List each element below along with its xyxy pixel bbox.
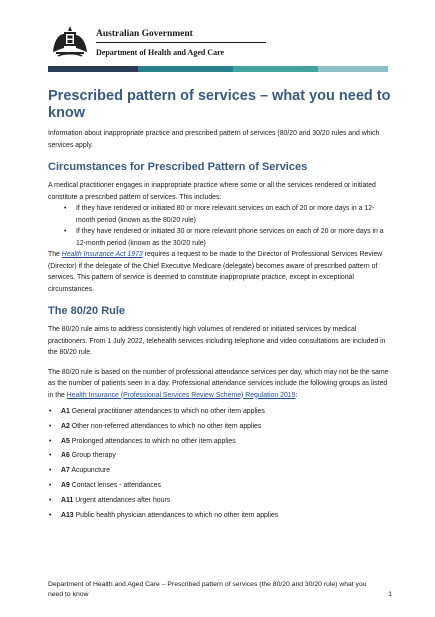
group-item [48,479,393,494]
act-paragraph-text: requires a request to be made to the Director of Professional Services Review (Director) if the delegate of the Chief Executive Medicare (delegate) becomes aware of prescribed pattern of services. This pattern of service is deemed to constitute inappropriate practice, except in exceptional circumstances. [48,251,383,293]
stripe-segment [318,66,388,72]
group-item [48,509,393,524]
government-name: Australian Government [96,29,193,39]
bullet-icon: • [49,437,52,445]
attendance-paragraph-text: The 80/20 rule is based on the number of professional attendance services per day, which may not be the same as the number of patients seen in a day. Professional attendance services include the following groups as listed in the [48,368,389,399]
stripe-segment [233,66,318,72]
section-heading-circumstances: Circumstances for Prescribed Pattern of Services [48,161,308,173]
bullet-icon: • [64,228,67,235]
group-code: A1 [61,408,70,415]
group-code: A2 [61,422,70,430]
group-code: A13 [61,511,74,519]
page-number: 1 [388,591,392,598]
coat-of-arms-logo [50,22,90,62]
group-description: Prolonged attendances to which no other item applies [71,437,236,445]
group-code: A7 [61,467,70,475]
circumstances-paragraph: A medical practitioner engages in inappropriate practice where some or all the services rendered or initiated constitute a prescribed pattern of services. This includes: [48,182,376,201]
group-code: A11 [61,496,74,504]
bullet-icon: • [49,452,52,460]
document-body [48,88,393,523]
header-rule [96,42,266,43]
group-description: Contact lenses - attendances [71,481,161,489]
group-description: Group therapy [71,452,116,460]
list-item [48,203,393,226]
government-header [50,22,390,64]
bullet-icon: • [49,496,52,504]
rule-aims-paragraph: The 80/20 rule aims to address consistently high volumes of rendered or initiated services by medical practitioners. From 1 July 2022, telehealth services including telephone and video consultations are included in the 80/20 rule. [48,326,386,356]
bullet-icon: • [64,205,67,212]
psr-regulation-link[interactable]: Health Insurance (Professional Services Review Scheme) Regulation 2019 [66,391,296,399]
department-name: Department of Health and Aged Care [96,48,225,57]
group-code: A9 [61,481,70,489]
attendance-groups-list [48,405,393,523]
list-item [48,226,393,249]
attendance-paragraph [48,367,393,402]
rule-list [48,203,393,249]
attendance-paragraph-end: : [295,391,298,399]
group-code: A6 [61,452,70,460]
list-item-text: If they have rendered or initiated 80 or more relevant services on each of 20 or more days in a 12-month period (known as the 80/20 rule) [76,205,375,224]
health-insurance-act-link[interactable]: Health Insurance Act 1973 [61,251,143,258]
list-item-text: If they have rendered or initiated 30 or more relevant phone services on each of 20 or more days in a 12-month period (known as the 30/20 rule) [76,228,384,247]
bullet-icon: • [49,408,52,415]
act-paragraph [48,249,393,295]
group-description: Urgent attendances after hours [75,496,171,504]
intro-paragraph: Information about inappropriate practice and prescribed pattern of services (80/20 and 30/20 rules and which services apply. [48,130,380,149]
group-item [48,420,393,435]
bullet-icon: • [49,511,52,519]
group-code: A5 [61,437,70,445]
act-prefix: The [48,251,62,258]
group-description: Other non-referred attendances to which no other item applies [71,422,262,430]
group-item [48,494,393,509]
stripe-segment [138,66,233,72]
group-description: Acupuncture [71,467,111,475]
page-footer [48,580,392,600]
page-title: Prescribed pattern of services – what you need to know [48,88,391,121]
group-item [48,464,393,479]
bullet-icon: • [49,422,52,430]
group-item [48,449,393,464]
group-item [48,435,393,450]
bullet-icon: • [49,467,52,475]
bullet-icon: • [49,481,52,489]
group-description: General practitioner attendances to which no other item applies [71,408,265,415]
group-description: Public health physician attendances to which no other item applies [75,511,279,519]
footer-text: Department of Health and Aged Care – Prescribed pattern of services (the 80/20 and 30/20 rule) what you need to know [48,581,367,598]
section-heading-80-20: The 80/20 Rule [48,305,126,317]
group-item [48,405,393,420]
stripe-segment [48,66,138,72]
